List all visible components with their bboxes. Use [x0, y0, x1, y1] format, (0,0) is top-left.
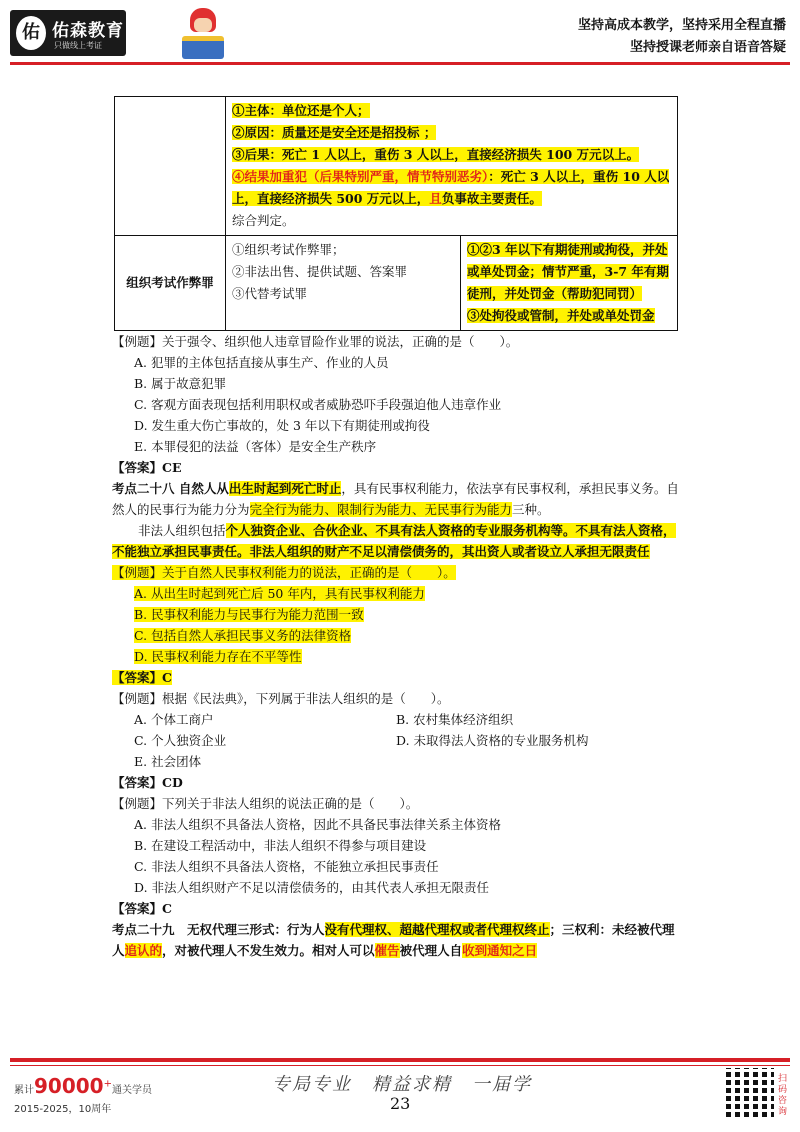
- years-label: 2015-2025，10周年: [14, 1104, 112, 1115]
- act-item: ②非法出售、提供试题、答案罪: [232, 264, 408, 279]
- option: D. 非法人组织财产不足以清偿债务的，由其代表人承担无限责任: [134, 880, 490, 895]
- logo-mark-icon: 佑: [16, 16, 46, 50]
- tr1-line: 且: [429, 191, 442, 206]
- stat-number: 90000: [34, 1074, 104, 1098]
- logo-slogan: 只做线上考证: [54, 41, 102, 50]
- penalty-item: ③处拘役或管制，并处或单处罚金: [467, 308, 655, 323]
- logo-name: 佑森教育: [52, 21, 124, 41]
- crime-table: [114, 96, 678, 331]
- key-point-29: 考点二十九 无权代理三形式：行为人没有代理权、超越代理权或者代理权终止；三权利：未经被代理人追认的，对被代理人不发生效力。相对人可以催告被代理人自收到通知之日: [112, 922, 675, 958]
- table-cell: [115, 97, 226, 236]
- option: A. 非法人组织不具备法人资格，因此不具备民事法律关系主体资格: [134, 817, 501, 832]
- question-stem: 【例题】关于强令、组织他人违章冒险作业罪的说法，正确的是（ ）。: [112, 334, 519, 349]
- question-stem: 【例题】下列关于非法人组织的说法正确的是（ ）。: [112, 796, 419, 811]
- tr1-line: ：死亡 3 人以上，重伤 10 人以上，直接经济损失 500 万元以上，: [232, 169, 670, 206]
- tagline-1: 坚持高成本教学，坚持采用全程直播: [577, 18, 786, 33]
- option: D. 未取得法人资格的专业服务机构: [396, 733, 589, 748]
- option: B. 农村集体经济组织: [396, 712, 514, 727]
- tr1-line: （后果特别严重，情节特别恶劣）: [307, 169, 489, 184]
- question-stem: 【例题】关于自然人民事权利能力的说法，正确的是（ ）。: [112, 565, 456, 580]
- option: C. 客观方面表现包括利用职权或者威胁恐吓手段强迫他人违章作业: [134, 397, 502, 412]
- table-cell: [461, 236, 678, 331]
- option: E. 本罪侵犯的法益（客体）是安全生产秩序: [134, 439, 377, 454]
- option: B. 在建设工程活动中，非法人组织不得参与项目建设: [134, 838, 427, 853]
- table-row: [115, 97, 678, 236]
- answer: 【答案】C: [112, 670, 172, 685]
- tr1-line: ①主体：单位还是个人；: [232, 103, 370, 118]
- key-point-28: 考点二十八 自然人从出生时起到死亡时止，具有民事权利能力，依法享有民事权利，承担民事义务。自然人的民事行为能力分为完全行为能力、限制行为能力、无民事行为能力三种。: [112, 481, 679, 517]
- page-header: [0, 0, 800, 62]
- answer: 【答案】CE: [112, 460, 182, 475]
- page-number: 23: [390, 1094, 411, 1113]
- tr1-line: ④结果加重犯: [232, 169, 308, 184]
- footer-divider: [10, 1058, 790, 1062]
- penalty-item: ①②3 年以下有期徒刑或拘役，并处或单处罚金；情节严重，3-7 年有期徒刑，并处罚金（帮助犯同罚）: [467, 242, 669, 301]
- tr1-line: 综合判定。: [232, 213, 295, 228]
- qr-code-icon[interactable]: [722, 1068, 774, 1120]
- crime-name: 组织考试作弊罪: [115, 236, 226, 331]
- option: C. 个人独资企业: [134, 733, 227, 748]
- answer: 【答案】CD: [112, 775, 183, 790]
- key-point-28-p2: 非法人组织包括个人独资企业、合伙企业、不具有法人资格的专业服务机构等。不具有法人资格，不能独立承担民事责任。非法人组织的财产不足以清偿债务的，其出资人或者设立人承担无限责任: [112, 523, 676, 559]
- table-cell: [226, 236, 461, 331]
- option: D. 民事权利能力存在不平等性: [134, 649, 302, 664]
- table-cell: [226, 97, 678, 236]
- footer-divider-thin: [10, 1065, 790, 1066]
- tagline-2: 坚持授课老师亲自语音答疑: [629, 40, 786, 55]
- act-item: ①组织考试作弊罪；: [232, 242, 345, 257]
- option: B. 属于故意犯罪: [134, 376, 227, 391]
- option: A. 犯罪的主体包括直接从事生产、作业的人员: [134, 355, 389, 370]
- option: C. 非法人组织不具备法人资格，不能独立承担民事责任: [134, 859, 439, 874]
- page-content: [112, 96, 680, 961]
- act-item: ③代替考试罪: [232, 286, 308, 301]
- brand-logo: [10, 10, 126, 56]
- table-row: [115, 236, 678, 331]
- option: D. 发生重大伤亡事故的，处 3 年以下有期徒刑或拘役: [134, 418, 430, 433]
- student-stat: 累计90000+通关学员 2015-2025，10周年: [14, 1074, 152, 1115]
- answer: 【答案】C: [112, 901, 172, 916]
- mascot-icon: [180, 8, 226, 56]
- option: A. 个体工商户: [134, 712, 214, 727]
- tr1-line: ②原因：质量还是安全还是招投标 ；: [232, 125, 437, 140]
- question-stem: 【例题】根据《民法典》，下列属于非法人组织的是（ ）。: [112, 691, 450, 706]
- tr1-line: 负事故主要责任。: [441, 191, 542, 206]
- handwritten-motto: 专局专业 精益求精 一届学: [272, 1074, 532, 1095]
- option: E. 社会团体: [134, 754, 202, 769]
- qr-label: 扫码咨询: [778, 1074, 788, 1117]
- option: A. 从出生时起到死亡后 50 年内，具有民事权利能力: [134, 586, 425, 601]
- header-divider: [10, 62, 790, 65]
- option: C. 包括自然人承担民事义务的法律资格: [134, 628, 352, 643]
- tr1-line: ③后果：死亡 1 人以上，重伤 3 人以上，直接经济损失 100 万元以上。: [232, 147, 640, 162]
- option: B. 民事权利能力与民事行为能力范围一致: [134, 607, 364, 622]
